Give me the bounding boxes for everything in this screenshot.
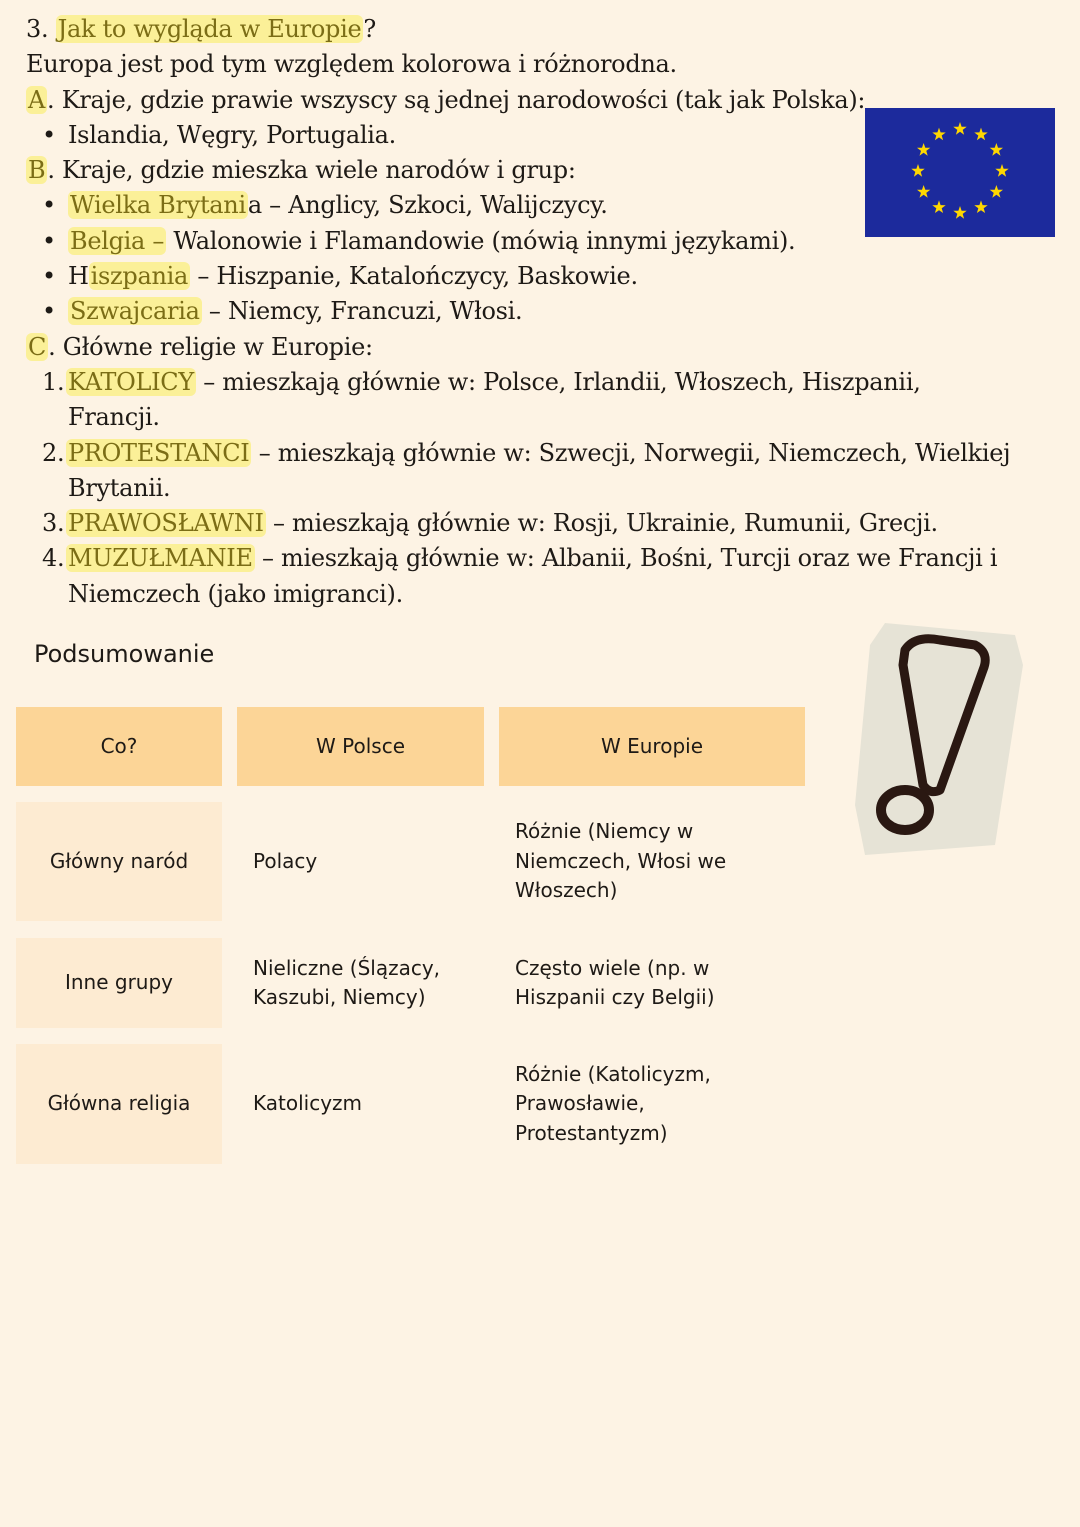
religion-item: 3. PRAWOSŁAWNI – mieszkają głównie w: Rosji, Ukrainie, Rumunii, Grecji. bbox=[42, 509, 938, 538]
list-item: • Hiszpania – Hiszpanie, Katalończycy, Baskowie. bbox=[26, 259, 1056, 294]
table-header: W Polsce bbox=[237, 707, 484, 786]
star-icon bbox=[932, 128, 945, 141]
list-item: • Islandia, Węgry, Portugalia. bbox=[26, 118, 1056, 153]
star-icon bbox=[911, 164, 924, 177]
table-cell: Polacy bbox=[253, 848, 318, 873]
table-header: W Europie bbox=[499, 707, 805, 786]
star-icon bbox=[974, 200, 987, 213]
table-cell: Katolicyzm bbox=[253, 1091, 363, 1116]
list-item: • Wielka Brytania – Anglicy, Szkoci, Walijczycy. bbox=[26, 188, 1056, 223]
star-icon bbox=[974, 128, 987, 141]
notes-body bbox=[26, 12, 1056, 612]
star-icon bbox=[990, 185, 1003, 198]
summary-title: Podsumowanie bbox=[34, 640, 215, 668]
list-item: • Belgia – Walonowie i Flamandowie (mówią innymi językami). bbox=[26, 224, 1056, 259]
table-cell: Nieliczne (Ślązacy, Kaszubi, Niemcy) bbox=[253, 955, 441, 1009]
star-icon bbox=[917, 185, 930, 198]
star-icon bbox=[990, 143, 1003, 156]
table-cell: Różnie (Katolicyzm, Prawosławie, Protestantyzm) bbox=[515, 1061, 711, 1145]
table-cell: Główny naród bbox=[16, 802, 222, 921]
table-cell: Różnie (Niemcy w Niemczech, Włosi we Włoszech) bbox=[515, 819, 727, 903]
religion-item-cont: Brytanii. bbox=[68, 473, 171, 502]
exclamation-sticker-icon bbox=[845, 605, 1030, 865]
religion-item-cont: Francji. bbox=[68, 403, 160, 432]
table-cell: Inne grupy bbox=[16, 938, 222, 1028]
table-cell: Główna religia bbox=[16, 1044, 222, 1164]
religion-item-cont: Niemczech (jako imigranci). bbox=[68, 579, 403, 608]
star-icon bbox=[995, 164, 1008, 177]
table-cell: Często wiele (np. w Hiszpanii czy Belgii) bbox=[515, 955, 715, 1009]
religion-item: 2. PROTESTANCI – mieszkają głównie w: Szwecji, Norwegii, Niemczech, Wielkiej bbox=[42, 438, 1011, 467]
table-header: Co? bbox=[16, 707, 222, 786]
section-c: C. Główne religie w Europie: bbox=[28, 332, 373, 361]
section-b: B. Kraje, gdzie mieszka wiele narodów i grup: bbox=[28, 156, 576, 185]
star-icon bbox=[953, 122, 966, 135]
star-icon bbox=[932, 200, 945, 213]
eu-flag-icon bbox=[865, 108, 1055, 237]
religion-item: 4. MUZUŁMANIE – mieszkają głównie w: Albanii, Bośni, Turcji oraz we Francji i bbox=[42, 544, 998, 573]
section-heading: 3. Jak to wygląda w Europie? bbox=[26, 15, 376, 43]
heading-title: Jak to wygląda w Europie bbox=[57, 15, 362, 43]
section-a: A. Kraje, gdzie prawie wszyscy są jednej narodowości (tak jak Polska): bbox=[28, 85, 866, 114]
religion-item: 1. KATOLICY – mieszkają głównie w: Polsce, Irlandii, Włoszech, Hiszpanii, bbox=[42, 367, 921, 396]
star-icon bbox=[953, 206, 966, 219]
intro-text: Europa jest pod tym względem kolorowa i różnorodna. bbox=[26, 50, 677, 79]
star-icon bbox=[917, 143, 930, 156]
list-item: • Szwajcaria – Niemcy, Francuzi, Włosi. bbox=[26, 294, 1056, 329]
